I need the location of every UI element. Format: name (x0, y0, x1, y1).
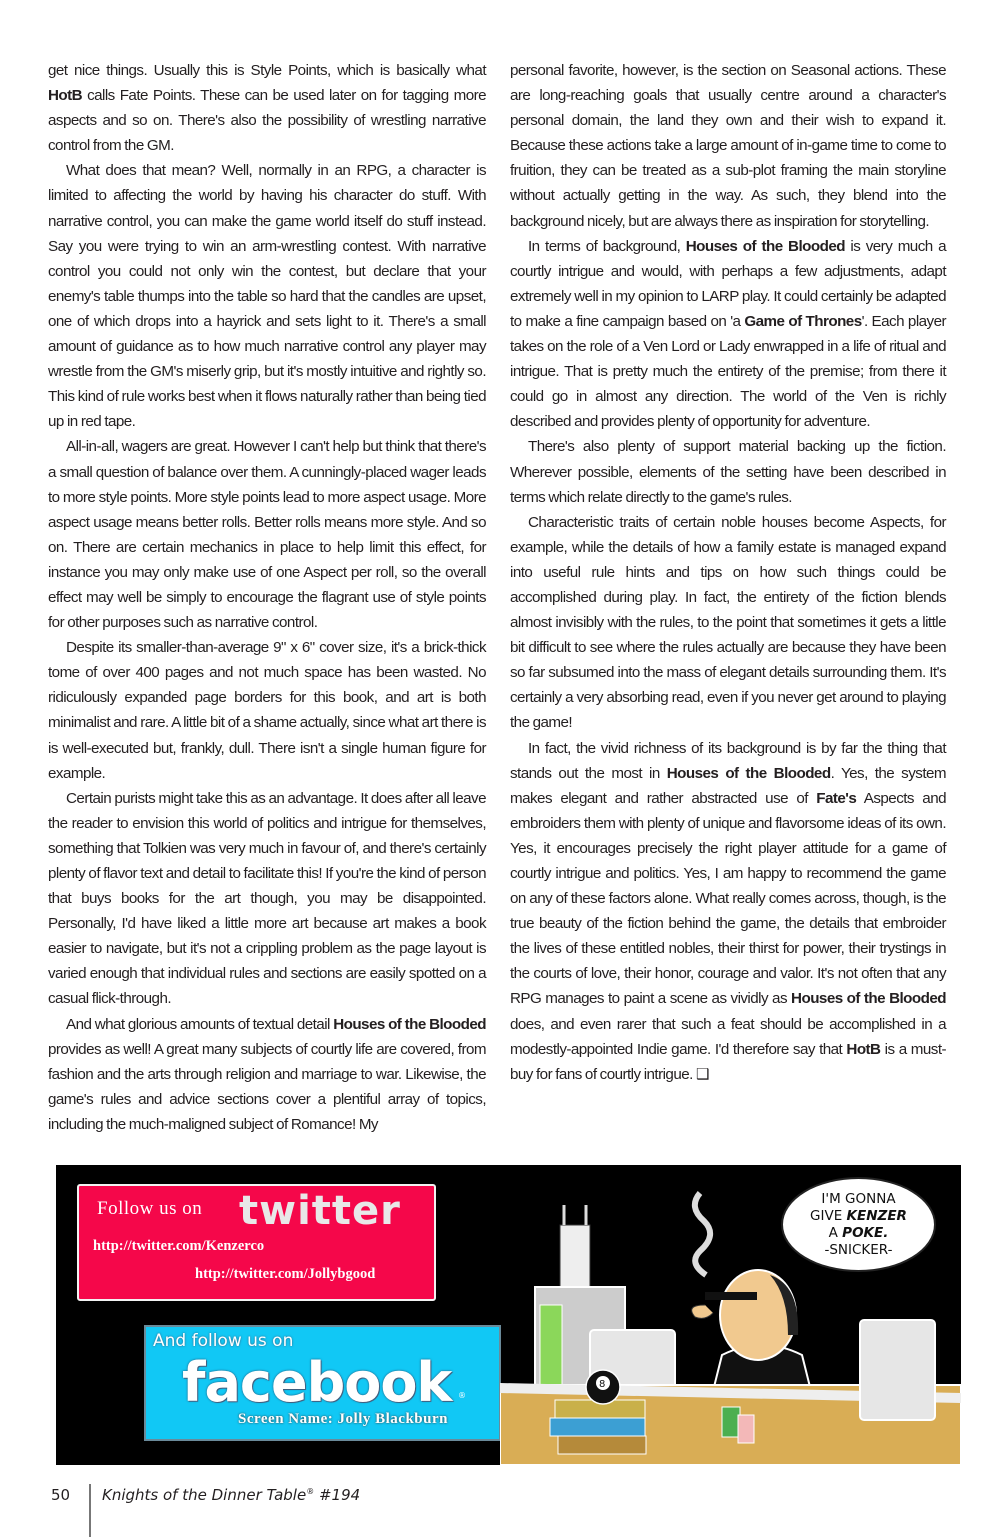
footer-divider (89, 1484, 91, 1537)
article-paragraph: Certain purists might take this as an advantage. It does after all leave the reader to envision this world of politics and intrigue for themselves, something that Tolkien was very much in favour of, and there's certainly plenty of flavor text and detail to facilitate this! If you're the kind of person that buys books for the art though, you may be disappointed. Personally, I'd have liked a little more art because art makes a book easier to navigate, but it's not a crippling problem as the page layout is varied enough that individual rules and sections are easily spotted on a casual flick-through. (48, 789, 486, 1008)
facebook-screen-name: Screen Name: Jolly Blackburn (238, 1411, 448, 1427)
twitter-url-jollybgood[interactable]: http://twitter.com/Jollybgood (195, 1266, 376, 1282)
article-column-right (510, 58, 946, 1087)
facebook-banner[interactable] (144, 1325, 501, 1441)
article-paragraph: In fact, the vivid richness of its background is by far the thing that stands out the most in Houses of the Blooded. Yes, the system makes elegant and rather abstracted use of Fate's Aspects and embroiders them with plenty of unique and flavorsome ideas of its own. Yes, it encourages precisely the right player attitude for a game of courtly intrigue and politics. Yes, I am happy to recommend the game on any of these factors alone. What really comes across, though, is the true beauty of the fiction behind the game, the details that embroider the lives of these entitled nobles, their thirst for power, their trystings in the courts of love, their honor, courage and valor. It's not often that any RPG manages to paint a scene as vividly as Houses of the Blooded does, and even rarer that such a feat should be accomplished in a modestly-appointed Indie game. I'd therefore say that HotB is a must-buy for fans of courtly intrigue. ❑ (510, 739, 946, 1083)
page-number: 50 (51, 1486, 71, 1504)
twitter-follow-label: Follow us on (97, 1198, 203, 1219)
article-paragraph: All-in-all, wagers are great. However I can't help but think that there's a small question of balance over them. A cunningly-placed wager leads to more style points. More style points lead to more aspect usage. More aspect usage means better rolls. Better rolls means more style. And so on. There are certain mechanics in place to help limit this effect, for instance you may only make use of one Aspect per roll, so the overall effect may well be simply to encourage the flagrant use of style points for other purposes such as narrative control. (48, 438, 486, 632)
article-paragraph: There's also plenty of support material backing up the fiction. Wherever possible, elements of the setting have been described in terms which relate directly to the game's rules. (510, 438, 946, 506)
speech-line: GIVE KENZER (810, 1208, 907, 1224)
facebook-follow-label: And follow us on (153, 1331, 294, 1351)
article-paragraph: get nice things. Usually this is Style Points, which is basically what HotB calls Fate Points. These can be used later on for tagging more aspects and so on. There's also the possibility of wrestling narrative control from the GM. (48, 62, 486, 155)
cartoon-illustration (500, 1165, 961, 1465)
article-paragraph: What does that mean? Well, normally in an RPG, a character is limited to affecting the world by having his character do stuff. With narrative control, you can make the game world itself do stuff instead. Say you were trying to win an arm-wrestling contest. With narrative control you could not only win the contest, but declare that your enemy's table thumps into the table so hard that the candles are upset, one of which drops into a hayrick and sets light to it. There's a small amount of guidance as to how much narrative control any player may wrestle from the GM's miserly grip, but it's mostly intuitive and rightly so. This kind of rule works best when it flows naturally rather than being tied up in red tape. (48, 162, 486, 431)
facebook-logo: facebook (182, 1351, 452, 1414)
speech-line: -SNICKER- (824, 1242, 893, 1258)
twitter-banner[interactable] (77, 1184, 436, 1301)
social-media-ad (56, 1165, 961, 1465)
article-paragraph: personal favorite, however, is the section on Seasonal actions. These are long-reaching goals that usually centre around a character's personal domain, the land they own and their wish to expand it. Because these actions take a large amount of in-game time to come to fruition, they can be treated as a sub-plot framing the main storyline without actually getting in the way. As such, they blend into the background nicely, but are always there as inspiration for storytelling. (510, 62, 946, 230)
publication-title: Knights of the Dinner Table® #194 (102, 1486, 361, 1504)
speech-line: I'M GONNA (821, 1191, 896, 1207)
article-paragraph: Despite its smaller-than-average 9" x 6" cover size, it's a brick-thick tome of over 400 pages and not much space has been wasted. No ridiculously expanded page borders for this book, and art is both minimalist and rare. A little bit of a shame actually, since what art there is is well-executed but, frankly, dull. There isn't a single human figure for example. (48, 639, 486, 782)
article-paragraph: In terms of background, Houses of the Blooded is very much a courtly intrigue and would, with perhaps a few adjustments, adapt extremely well in my opinion to LARP play. It could certainly be adapted to make a fine campaign based on 'a Game of Thrones'. Each player takes on the role of a Ven Lord or Lady enwrapped in a life of ritual and intrigue. That is pretty much the entirety of the premise; from there it could go in almost any direction. The world of the Ven is richly described and provides plenty of opportunity for adventure. (510, 237, 946, 431)
speech-line: A POKE. (828, 1225, 889, 1241)
article-paragraph: Characteristic traits of certain noble houses become Aspects, for example, while the details of how a family estate is managed expand into useful rule hints and tips on how such things could be accomplished during play. In fact, the entirety of the fiction blends almost invisibly with the rules, to the point that sometimes it gets a little bit difficult to see where the rules actually are because they have been so far subsumed into the mass of elegant details surrounding them. It's certainly a very absorbing read, even if you never get around to playing the game! (510, 513, 946, 732)
registered-mark: ® (458, 1391, 466, 1400)
article-paragraph: And what glorious amounts of textual detail Houses of the Blooded provides as well! A great many subjects of courtly life are covered, from fashion and the arts through religion and marriage to war. Likewise, the game's rules and advice sections cover a plentiful array of topics, including the much-maligned subject of Romance! My (48, 1015, 486, 1133)
twitter-logo: twitter (239, 1188, 401, 1234)
article-column-left (48, 58, 486, 1137)
speech-bubble (781, 1177, 936, 1272)
svg-text:8: 8 (599, 1379, 606, 1390)
twitter-url-kenzerco[interactable]: http://twitter.com/Kenzerco (93, 1238, 265, 1254)
